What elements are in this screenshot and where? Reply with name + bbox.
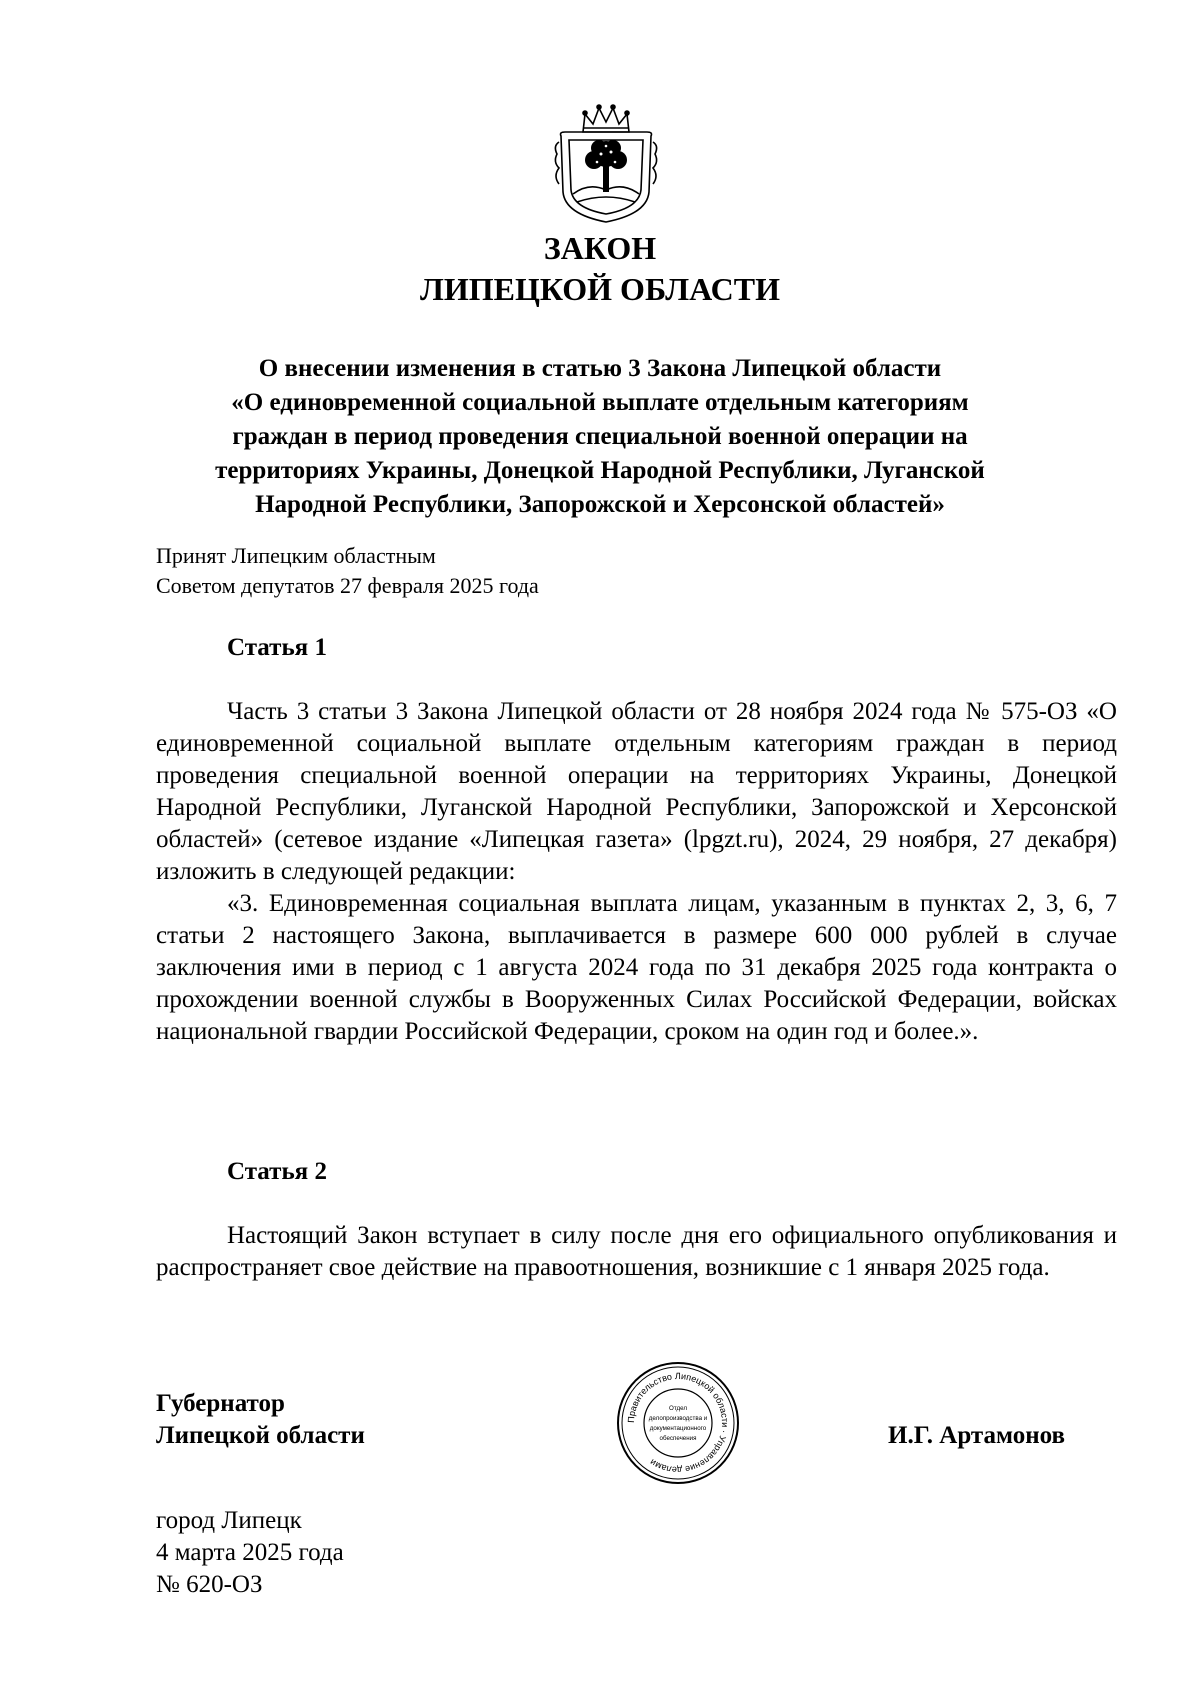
seal-ring-text: Правительство Липецкой области · Управление делами (625, 1370, 731, 1476)
svg-text:Правительство Липецкой области (626, 1371, 730, 1475)
article1-body (156, 696, 1117, 1048)
official-seal (615, 1360, 741, 1486)
footer-date: 4 марта 2025 года (156, 1539, 344, 1566)
article2-body (156, 1220, 1117, 1284)
article1-heading: Статья 1 (227, 634, 327, 661)
document-region: ЛИПЕЦКОЙ ОБЛАСТИ (420, 271, 780, 307)
seal-center-line: Отдел (669, 1405, 687, 1412)
subtitle-line: территориях Украины, Донецкой Народной Республики, Луганской (215, 457, 985, 484)
subtitle-line: граждан в период проведения специальной военной операции на (232, 423, 968, 450)
document-title: ЗАКОН (543, 230, 657, 266)
article1-amendment: «3. Единовременная социальная выплата лицам, указанным в пунктах 2, 3, 6, 7 статьи 2 настоящего Закона, выплачивается в размере 600 000 рублей в случае заключения ими в период с 1 августа 2024 года по 31 декабря 2025 года контракта о прохождении военной службы в Вооруженных Силах Российской Федерации, войсках национальной гвардии Российской Федерации, сроком на один год и более.». (156, 890, 1117, 1045)
adoption-line: Принят Липецким областным (156, 543, 436, 568)
adoption-note (156, 541, 539, 601)
document-footer (156, 1505, 344, 1601)
footer-number: № 620-ОЗ (156, 1571, 263, 1598)
adoption-line: Советом депутатов 27 февраля 2025 года (156, 573, 539, 598)
seal-center-line: документационного (649, 1425, 707, 1432)
footer-city: город Липецк (156, 1507, 302, 1534)
signatory-title: Губернатор (156, 1390, 285, 1417)
coat-of-arms-emblem (549, 102, 664, 225)
seal-center-line: делопроизводства и (648, 1415, 708, 1422)
signatory-name: И.Г. Артамонов (888, 1422, 1065, 1449)
article1-paragraph: Часть 3 статьи 3 Закона Липецкой области от 28 ноября 2024 года № 575-ОЗ «О единовременной социальной выплате отдельным категориям граждан в период проведения специальной военной операции на территориях Украины, Донецкой Народной Республики, Луганской Народной Республики, Запорожской и Херсонской областей» (сетевое издание «Липецкая газета» (lpgzt.ru), 2024, 29 ноября, 27 декабря) изложить в следующей редакции: (156, 698, 1117, 885)
subtitle-line: Народной Республики, Запорожской и Херсонской областей» (255, 491, 945, 518)
signatory-region: Липецкой области (156, 1422, 365, 1449)
article2-heading: Статья 2 (227, 1158, 327, 1185)
law-subtitle (150, 352, 1050, 522)
subtitle-line: О внесении изменения в статью 3 Закона Липецкой области (258, 355, 942, 382)
signatory-position (156, 1388, 365, 1452)
subtitle-line: «О единовременной социальной выплате отдельным категориям (231, 389, 969, 416)
article2-paragraph: Настоящий Закон вступает в силу после дня его официального опубликования и распространяет свое действие на правоотношения, возникшие с 1 января 2025 года. (156, 1222, 1117, 1281)
seal-center-line: обеспечения (659, 1435, 697, 1442)
